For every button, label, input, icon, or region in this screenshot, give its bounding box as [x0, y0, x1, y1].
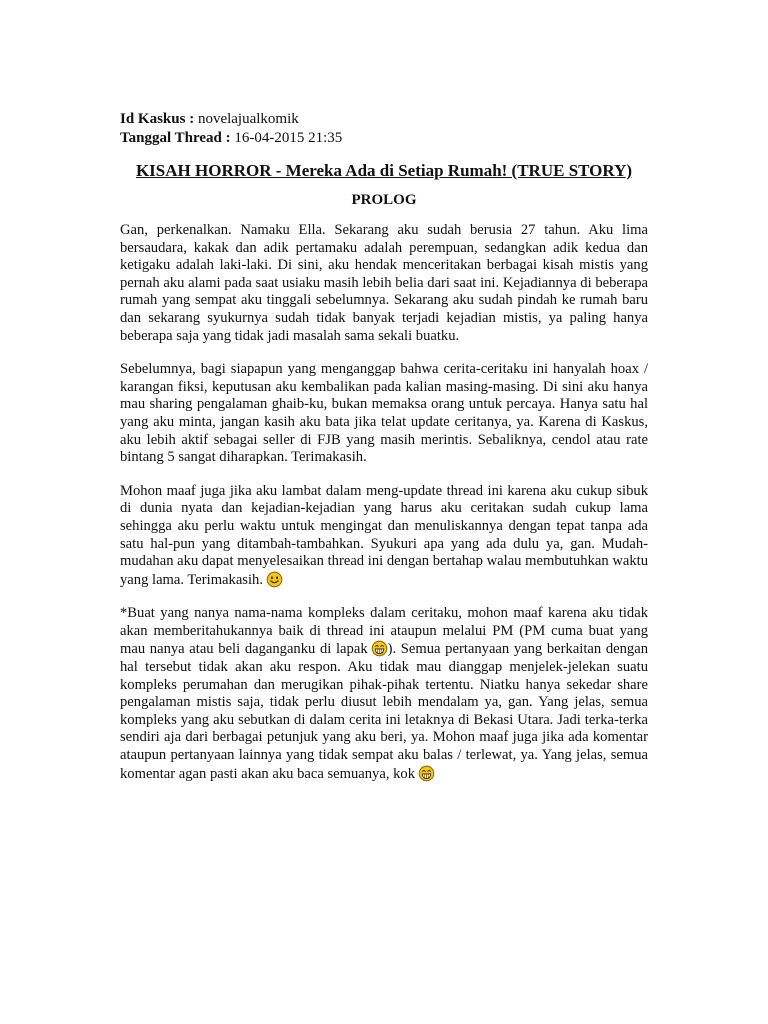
- grin-emoticon-icon: [418, 765, 435, 782]
- document-title: KISAH HORROR - Mereka Ada di Setiap Rumah! (TRUE STORY): [135, 161, 633, 180]
- thread-date-value: 16-04-2015 21:35: [230, 130, 343, 146]
- section-title: PROLOG: [351, 192, 417, 208]
- paragraph-intro: Gan, perkenalkan. Namaku Ella. Sekarang aku sudah berusia 27 tahun. Aku lima bersaudara, kakak dan adik pertamaku adalah perempuan, sedangkan adik kedua dan ketigaku adalah laki-laki. Di sini, aku hendak menceritakan berbagai kisah mistis yang pernah aku alami pada saat usiaku masih lebih belia dari saat ini. Kejadiannya di beberapa rumah yang sempat aku tinggali sebelumnya. Sekarang aku sudah pindah ke rumah baru dan sekarang syukurnya sudah tidak banyak terjadi kejadian mistis, ya paling hanya beberapa saja yang tidak jadi masalah sama sekali buatku.: [120, 222, 648, 344]
- thread-date-label: Tanggal Thread :: [120, 130, 231, 146]
- smile-emoticon-icon: [266, 571, 283, 588]
- kaskus-id-value: novelajualkomik: [194, 111, 299, 127]
- document-page: [120, 110, 648, 783]
- paragraph-apology-text: Mohon maaf juga jika aku lambat dalam meng-update thread ini karena aku cukup sibuk di dunia nyata dan kejadian-kejadian yang harus aku ceritakan sudah cukup lama sehingga aku perlu waktu untuk mengingat dan menuliskannya dengan tepat tanpa ada satu hal-pun yang ditambah-tambahkan. Syukuri apa yang ada dulu ya, gan. Mudah-mudahan aku dapat menyelesaikan thread ini dengan bertahap walau membutuhkan waktu yang lama. Terimakasih.: [120, 482, 648, 588]
- thread-date-line: [120, 129, 648, 148]
- grin-emoticon-icon: [371, 640, 388, 657]
- kaskus-id-label: Id Kaskus :: [120, 111, 195, 127]
- paragraph-apology: [120, 483, 648, 590]
- paragraph-note-text-a: *Buat yang nanya nama-nama kompleks dalam ceritaku, mohon maaf karena aku tidak akan memberitahukannya baik di thread ini ataupun melalui PM (PM cuma buat yang mau nanya atau beli daganganku di lapak: [120, 605, 648, 658]
- paragraph-note-text-b: ). Semua pertanyaan yang berkaitan dengan hal tersebut tidak akan aku respon. Aku tidak mau dianggap menjelek-jelekan suatu kompleks perumahan dan merugikan pihak-pihak tertentu. Niatku hanya sekedar share pengalaman mistis saja, tidak perlu diusut lebih mendalam ya, gan. Yang jelas, semua kompleks yang aku sebutkan di dalam cerita ini letaknya di Bekasi Utara. Jadi terka-terka sendiri aja dari berbagai petunjuk yang aku beri, ya. Mohon maaf juga jika ada komentar ataupun pertanyaan lainnya yang tidak sempat aku balas / terlewat, ya. Yang jelas, semua komentar agan pasti akan aku baca semuanya, kok: [120, 641, 648, 782]
- paragraph-note: [120, 605, 648, 783]
- paragraph-disclaimer: Sebelumnya, bagi siapapun yang menganggap bahwa cerita-ceritaku ini hanyalah hoax / karangan fiksi, keputusan aku kembalikan pada kalian masing-masing. Di sini aku hanya mau sharing pengalaman ghaib-ku, bukan memaksa orang untuk percaya. Hanya satu hal yang aku minta, jangan kasih aku bata jika telat update ceritanya, ya. Karena di Kaskus, aku lebih aktif sebagai seller di FJB yang masih merintis. Sebaliknya, cendol atau rate bintang 5 sangat diharapkan. Terimakasih.: [120, 361, 648, 466]
- kaskus-id-line: [120, 110, 648, 129]
